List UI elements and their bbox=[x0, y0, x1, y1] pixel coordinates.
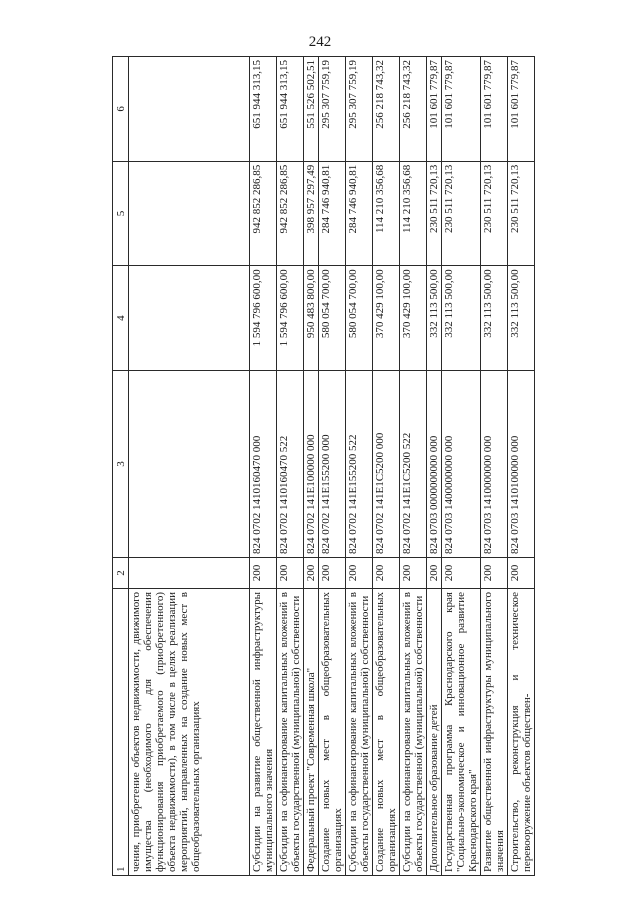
table-row bbox=[481, 57, 508, 876]
row-value-col-5: 230 511 720,13 bbox=[427, 161, 442, 266]
row-code: 200 bbox=[508, 558, 535, 589]
budget-table bbox=[112, 56, 535, 876]
row-value-col-6: 101 601 779,87 bbox=[481, 57, 508, 162]
row-value-col-5: 284 746 940,81 bbox=[346, 161, 373, 266]
row-code: 200 bbox=[346, 558, 373, 589]
row-code: 200 bbox=[442, 558, 481, 589]
row-value-col-4: 332 113 500,00 bbox=[481, 266, 508, 371]
row-value-col-4: 332 113 500,00 bbox=[427, 266, 442, 371]
row-classification: 824 0702 141E155200 000 bbox=[319, 371, 346, 558]
header-col-4: 4 bbox=[113, 266, 129, 371]
table-row bbox=[442, 57, 481, 876]
row-classification: 824 0703 1410100000 000 bbox=[508, 371, 535, 558]
row-value-col-5: 114 210 356,68 bbox=[400, 161, 427, 266]
row-value-col-4: 950 483 800,00 bbox=[304, 266, 319, 371]
table-row bbox=[277, 57, 304, 876]
row-classification: 824 0702 1410160470 522 bbox=[277, 371, 304, 558]
row-name: Субсидии на софинансирование капитальных вложений в объекты государственной (муниципальной) собственности bbox=[277, 589, 304, 876]
row-value-col-5: 230 511 720,13 bbox=[508, 161, 535, 266]
table-row bbox=[427, 57, 442, 876]
row-name: Создание новых мест в общеобразовательных организациях bbox=[319, 589, 346, 876]
row-code: 200 bbox=[400, 558, 427, 589]
row-classification: 824 0702 141E1C5200 000 bbox=[373, 371, 400, 558]
row-value-col-5: 230 511 720,13 bbox=[442, 161, 481, 266]
table-row bbox=[373, 57, 400, 876]
row-value-col-6: 551 526 502,51 bbox=[304, 57, 319, 162]
row-code: 200 bbox=[319, 558, 346, 589]
row-code: 200 bbox=[481, 558, 508, 589]
row-classification: 824 0702 141E1C5200 522 bbox=[400, 371, 427, 558]
row-value-col-5: 284 746 940,81 bbox=[319, 161, 346, 266]
row-value-col-4: 580 054 700,00 bbox=[346, 266, 373, 371]
continuation-text: чения, приобретение объектов недвижимости, движимого имущества (необходимого для обеспечения функционирования приобретаемого (приобретенного) объекта недвижимости), в том числе в целях реализации мероприятий, направленных на создание новых мест в общеобразовательных организациях bbox=[129, 589, 250, 876]
row-classification: 824 0702 1410160470 000 bbox=[250, 371, 277, 558]
row-value-col-4: 370 429 100,00 bbox=[400, 266, 427, 371]
row-code: 200 bbox=[277, 558, 304, 589]
continuation-row bbox=[129, 57, 250, 876]
row-classification: 824 0702 141E155200 522 bbox=[346, 371, 373, 558]
header-col-1: 1 bbox=[113, 589, 129, 876]
table-body bbox=[129, 57, 535, 876]
row-value-col-5: 942 852 286,85 bbox=[250, 161, 277, 266]
row-name: Развитие общественной инфраструктуры муниципального значения bbox=[481, 589, 508, 876]
row-value-col-5: 942 852 286,85 bbox=[277, 161, 304, 266]
row-value-col-4: 332 113 500,00 bbox=[442, 266, 481, 371]
row-value-col-4: 1 594 796 600,00 bbox=[250, 266, 277, 371]
row-value-col-4: 332 113 500,00 bbox=[508, 266, 535, 371]
row-value-col-6: 295 307 759,19 bbox=[346, 57, 373, 162]
table-row bbox=[319, 57, 346, 876]
row-value-col-6: 256 218 743,32 bbox=[400, 57, 427, 162]
row-code: 200 bbox=[373, 558, 400, 589]
header-col-6: 6 bbox=[113, 57, 129, 162]
row-value-col-6: 101 601 779,87 bbox=[508, 57, 535, 162]
row-name: Создание новых мест в общеобразовательных организациях bbox=[373, 589, 400, 876]
row-code: 200 bbox=[250, 558, 277, 589]
row-name: Субсидии на софинансирование капитальных вложений в объекты государственной (муниципальной) собственности bbox=[346, 589, 373, 876]
row-value-col-6: 295 307 759,19 bbox=[319, 57, 346, 162]
row-value-col-6: 651 944 313,15 bbox=[277, 57, 304, 162]
table-row bbox=[508, 57, 535, 876]
row-value-col-6: 256 218 743,32 bbox=[373, 57, 400, 162]
row-name: Государственная программа Краснодарского края "Социально-экономическое и инновационное развитие Краснодарского края" bbox=[442, 589, 481, 876]
row-name: Дополнительное образование детей bbox=[427, 589, 442, 876]
table-row bbox=[304, 57, 319, 876]
cell-empty bbox=[129, 371, 250, 558]
page-number: 242 bbox=[308, 34, 332, 50]
row-code: 200 bbox=[304, 558, 319, 589]
cell-empty bbox=[129, 57, 250, 162]
row-classification: 824 0703 1400000000 000 bbox=[442, 371, 481, 558]
cell-empty bbox=[129, 558, 250, 589]
row-classification: 824 0703 1410000000 000 bbox=[481, 371, 508, 558]
header-col-5: 5 bbox=[113, 161, 129, 266]
table-row bbox=[400, 57, 427, 876]
table-row bbox=[250, 57, 277, 876]
row-value-col-5: 230 511 720,13 bbox=[481, 161, 508, 266]
header-col-3: 3 bbox=[113, 371, 129, 558]
table-row bbox=[346, 57, 373, 876]
row-value-col-4: 580 054 700,00 bbox=[319, 266, 346, 371]
row-value-col-5: 114 210 356,68 bbox=[373, 161, 400, 266]
cell-empty bbox=[129, 161, 250, 266]
row-value-col-6: 101 601 779,87 bbox=[442, 57, 481, 162]
header-row bbox=[113, 57, 129, 876]
row-value-col-5: 398 957 297,49 bbox=[304, 161, 319, 266]
row-value-col-6: 651 944 313,15 bbox=[250, 57, 277, 162]
row-value-col-4: 1 594 796 600,00 bbox=[277, 266, 304, 371]
header-col-2: 2 bbox=[113, 558, 129, 589]
row-value-col-4: 370 429 100,00 bbox=[373, 266, 400, 371]
row-name: Субсидии на софинансирование капитальных вложений в объекты государственной (муниципальной) собственности bbox=[400, 589, 427, 876]
row-name: Строительство, реконструкция и техническое перевооружение объектов обществен- bbox=[508, 589, 535, 876]
row-code: 200 bbox=[427, 558, 442, 589]
row-name: Субсидии на развитие общественной инфраструктуры муниципального значения bbox=[250, 589, 277, 876]
row-classification: 824 0702 141E100000 000 bbox=[304, 371, 319, 558]
rotated-table-container bbox=[112, 56, 582, 876]
row-classification: 824 0703 0000000000 000 bbox=[427, 371, 442, 558]
row-value-col-6: 101 601 779,87 bbox=[427, 57, 442, 162]
cell-empty bbox=[129, 266, 250, 371]
row-name: Федеральный проект "Современная школа" bbox=[304, 589, 319, 876]
